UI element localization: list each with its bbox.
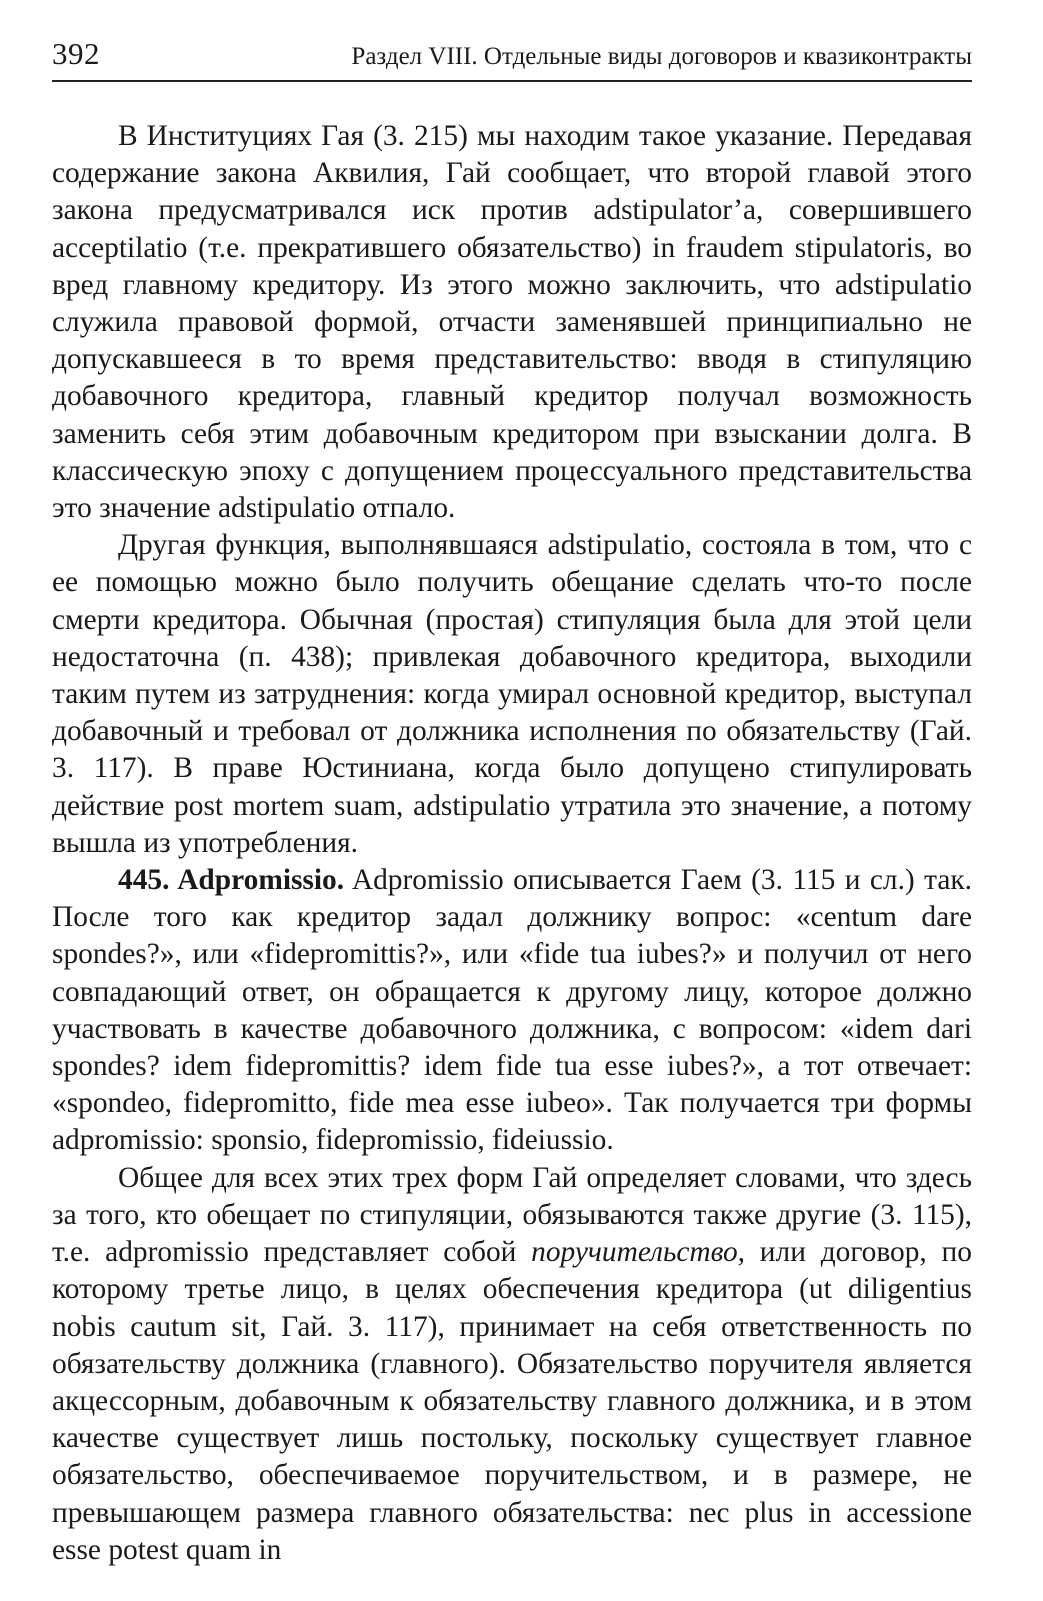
- paragraph-text: В Институциях Гая (3. 215) мы находим такое указание. Передавая содержание закона Аквилия, Гай сообщает, что второй главой этого закона предусматривался иск против adstipulator’а, совершившего acceptilatio (т.е. прекратившего обязательство) in fraudem stipulatoris, во вред главному кредитору. Из этого можно заключить, что adstipulatio служила правовой формой, отчасти заменявшей принципиально не допускавшееся в то время представительство: вводя в стипуляцию добавочного кредитора, главный кредитор получал возможность заменить себя этим добавочным кредитором при взыскании долга. В классическую эпоху с допущением процессуального представительства это значение adstipulatio отпало.: [52, 120, 972, 525]
- paragraph: [52, 118, 972, 527]
- book-page: [52, 36, 972, 1569]
- emphasized-term: поручительство,: [531, 1236, 746, 1269]
- paragraph: [52, 527, 972, 862]
- paragraph-text: Другая функция, выполнявшаяся adstipulatio, состояла в том, что с ее помощью можно было получить обещание сделать что-то после смерти кредитора. Обычная (простая) стипуляция была для этой цели недостаточна (п. 438); привлекая добавочного кредитора, выходили таким путем из затруднения: когда умирал основной кредитор, выступал добавочный и требовал от должника исполнения по обязательству (Гай. 3. 117). В праве Юстиниана, когда было допущено стипулировать действие post mortem suam, adstipulatio утратила это значение, а потому вышла из употребления.: [52, 529, 972, 859]
- paragraph-text: или договор, по которому третье лицо, в целях обеспечения кредитора (ut diligentius nobis cautum sit, Гай. 3. 117), принимает на себя ответственность по обязательству должника (главного). Обязательство поручителя является акцессорным, добавочным к обязательству главного должника, и в этом качестве существует лишь постольку, поскольку существует главное обязательство, обеспечиваемое поручительством, и в размере, не превышающем размера главного обязательства: nec plus in accessione esse potest quam in: [52, 1236, 972, 1566]
- paragraph-text: Adpromissio описывается Гаем (3. 115 и сл.) так. После того как кредитор задал должнику вопрос: «centum dare spondes?», или «fidepromittis?», или «fide tua iubes?» и получил от него совпадающий ответ, он обращается к другому лицу, которое должно участвовать в качестве добавочного должника, с вопросом: «idem dari spondes? idem fidepromittis? idem fide tua esse iubes?», а тот отвечает: «spondeo, fidepromitto, fide mea esse iubeo». Так получается три формы adpromissio: sponsio, fidepromissio, fideiussio.: [52, 864, 972, 1157]
- paragraph: [52, 862, 972, 1160]
- running-head: Раздел VIII. Отдельные виды договоров и квазиконтракты: [351, 43, 972, 70]
- section-heading: 445. Adpromissio.: [118, 864, 345, 897]
- page-number: 392: [52, 36, 100, 71]
- body-text: [52, 118, 972, 1569]
- page-header: [52, 36, 972, 82]
- paragraph: [52, 1160, 972, 1569]
- paragraph-text: Общее для всех этих трех форм Гай определяет словами, что здесь за того, кто обещает по стипуляции, обязываются также другие (3. 115), т.е. adpromissio представляет собой: [52, 1161, 972, 1269]
